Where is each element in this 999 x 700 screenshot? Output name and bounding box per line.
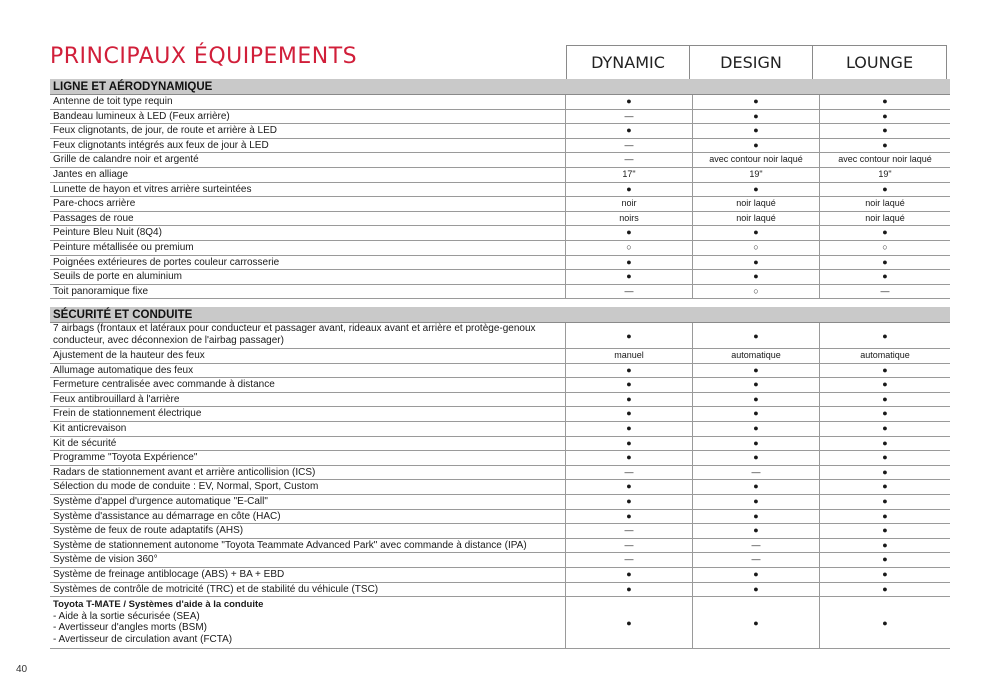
table-row (50, 168, 950, 183)
value-design: ● (693, 583, 820, 597)
value-dynamic: — (566, 553, 693, 567)
row-label: Feux clignotants intégrés aux feux de jour à LED (50, 139, 566, 153)
value-design: ● (693, 183, 820, 197)
value-lounge: avec contour noir laqué (838, 154, 932, 165)
row-label: Sélection du mode de conduite : EV, Normal, Sport, Custom (50, 480, 566, 494)
row-label: Fermeture centralisée avec commande à distance (50, 378, 566, 392)
value-design: avec contour noir laqué (693, 153, 820, 167)
table-row (50, 110, 950, 125)
value-lounge: ● (882, 227, 888, 238)
table-row (50, 212, 950, 227)
row-label: Seuils de porte en aluminium (50, 270, 566, 284)
value-lounge: ● (882, 125, 888, 136)
value-lounge: ● (882, 393, 888, 404)
row-label: Système de vision 360° (50, 553, 566, 567)
row-label: Jantes en alliage (50, 168, 566, 182)
row-label: 7 airbags (frontaux et latéraux pour conducteur et passager avant, rideaux avant et arrière et protège-genoux conducteur, avec déconnexion de l'airbag passager) (50, 323, 566, 348)
value-dynamic: ● (566, 451, 693, 465)
value-design: ○ (693, 241, 820, 255)
table-row (50, 480, 950, 495)
value-dynamic: ● (566, 568, 693, 582)
value-design: ● (693, 437, 820, 451)
value-dynamic: ● (566, 323, 693, 348)
value-lounge: ● (882, 96, 888, 106)
table-row (50, 124, 950, 139)
value-dynamic: ● (566, 364, 693, 378)
row-label: Antenne de toit type requin (50, 95, 566, 109)
column-header-dynamic: DYNAMIC (567, 46, 690, 79)
value-design: — (693, 553, 820, 567)
value-dynamic: ● (566, 270, 693, 284)
value-design: ● (693, 378, 820, 392)
row-label: Radars de stationnement avant et arrière anticollision (ICS) (50, 466, 566, 480)
value-lounge: ● (882, 510, 888, 521)
value-lounge: noir laqué (865, 198, 905, 209)
value-lounge: — (880, 285, 890, 296)
row-label: Frein de stationnement électrique (50, 407, 566, 421)
value-lounge: ● (882, 495, 888, 506)
value-lounge: ● (882, 364, 888, 375)
table-row (50, 510, 950, 525)
tmate-item: - Aide à la sortie sécurisée (SEA) (53, 610, 200, 622)
value-dynamic: 17" (566, 168, 693, 182)
section-heading: SÉCURITÉ ET CONDUITE (50, 307, 950, 323)
value-dynamic: noirs (566, 212, 693, 226)
value-lounge: ● (882, 271, 888, 282)
table-row-tmate (50, 597, 950, 649)
row-label: Système de freinage antiblocage (ABS) + BA + EBD (50, 568, 566, 582)
row-label: Passages de roue (50, 212, 566, 226)
table-row (50, 349, 950, 364)
table-row (50, 466, 950, 481)
value-dynamic: manuel (566, 349, 693, 363)
value-dynamic: ● (566, 407, 693, 421)
table-row (50, 285, 950, 300)
value-design: ● (693, 451, 820, 465)
value-lounge: 19" (878, 168, 892, 179)
table-row (50, 183, 950, 198)
value-dynamic: — (566, 110, 693, 124)
row-label: Pare-chocs arrière (50, 197, 566, 211)
value-design: ● (693, 323, 820, 348)
table-row (50, 153, 950, 168)
value-lounge: ● (882, 379, 888, 390)
value-dynamic: — (566, 524, 693, 538)
value-lounge: noir laqué (865, 212, 905, 223)
value-design: ● (693, 393, 820, 407)
value-design: — (693, 466, 820, 480)
table-row (50, 139, 950, 154)
row-label: Peinture Bleu Nuit (8Q4) (50, 226, 566, 240)
value-design: ● (693, 139, 820, 153)
value-lounge: ● (882, 466, 888, 477)
value-design: 19" (693, 168, 820, 182)
value-dynamic: ● (566, 378, 693, 392)
value-design: ● (693, 524, 820, 538)
value-lounge: ● (882, 422, 888, 433)
tmate-item: - Avertisseur d'angles morts (BSM) (53, 622, 207, 634)
row-label: Feux antibrouillard à l'arrière (50, 393, 566, 407)
row-label: Kit anticrevaison (50, 422, 566, 436)
table-row (50, 437, 950, 452)
page-number: 40 (16, 664, 28, 675)
section-rows (50, 95, 950, 299)
table-row (50, 495, 950, 510)
value-dynamic: ● (566, 183, 693, 197)
row-label: Toit panoramique fixe (50, 285, 566, 299)
row-label: Feux clignotants, de jour, de route et arrière à LED (50, 124, 566, 138)
row-label: Système d'appel d'urgence automatique "E-Call" (50, 495, 566, 509)
value-design: ● (693, 110, 820, 124)
value-design: ● (693, 124, 820, 138)
row-label: Ajustement de la hauteur des feux (50, 349, 566, 363)
tmate-item: - Avertisseur de circulation avant (FCTA) (53, 633, 233, 645)
row-label: Programme "Toyota Expérience" (50, 451, 566, 465)
table-row (50, 568, 950, 583)
value-dynamic: ● (566, 583, 693, 597)
value-design: noir laqué (693, 212, 820, 226)
table-row (50, 407, 950, 422)
value-dynamic: noir (566, 197, 693, 211)
value-dynamic: ● (566, 422, 693, 436)
value-lounge: ● (882, 452, 888, 463)
value-lounge: ● (882, 183, 888, 194)
value-lounge: ● (882, 583, 888, 594)
row-label: Système de stationnement autonome "Toyota Teammate Advanced Park" avec commande à distance (IPA) (50, 539, 566, 553)
value-lounge: ● (882, 525, 888, 536)
row-label: Système de feux de route adaptatifs (AHS) (50, 524, 566, 538)
value-design: ● (693, 407, 820, 421)
table-row (50, 451, 950, 466)
table-row (50, 539, 950, 554)
value-design: noir laqué (693, 197, 820, 211)
value-dynamic: ● (566, 95, 693, 109)
value-design: ● (693, 364, 820, 378)
section-heading: LIGNE ET AÉRODYNAMIQUE (50, 79, 950, 95)
value-design: — (693, 539, 820, 553)
row-label: Grille de calandre noir et argenté (50, 153, 566, 167)
trim-header (566, 45, 947, 80)
value-design: ● (693, 568, 820, 582)
column-header-lounge: LOUNGE (845, 53, 914, 72)
table-row (50, 393, 950, 408)
value-design: ● (693, 495, 820, 509)
table-row (50, 270, 950, 285)
value-design: automatique (693, 349, 820, 363)
value-design: ● (693, 480, 820, 494)
table-row (50, 197, 950, 212)
table-row (50, 583, 950, 598)
value-lounge: ● (882, 256, 888, 267)
value-design: ● (693, 270, 820, 284)
value-dynamic: ● (566, 393, 693, 407)
section-securite-conduite (50, 307, 950, 649)
value-dynamic: — (566, 539, 693, 553)
value-lounge: ○ (882, 241, 888, 252)
value-design: ● (693, 597, 820, 648)
row-label (50, 597, 566, 648)
row-label: Lunette de hayon et vitres arrière surteintées (50, 183, 566, 197)
row-label: Poignées extérieures de portes couleur carrosserie (50, 256, 566, 270)
table-row (50, 364, 950, 379)
row-label: Bandeau lumineux à LED (Feux arrière) (50, 110, 566, 124)
value-dynamic: — (566, 153, 693, 167)
value-dynamic: ● (566, 597, 693, 648)
value-lounge: ● (882, 139, 888, 150)
value-design: ● (693, 256, 820, 270)
table-row (50, 378, 950, 393)
value-design: ● (693, 226, 820, 240)
value-lounge: ● (882, 618, 888, 629)
tmate-title: Toyota T-MATE / Systèmes d'aide à la conduite (53, 599, 264, 611)
value-dynamic: ● (566, 480, 693, 494)
section-rows (50, 349, 950, 597)
value-lounge: ● (882, 568, 888, 579)
value-design: ● (693, 422, 820, 436)
table-row (50, 95, 950, 110)
table-row (50, 553, 950, 568)
value-dynamic: ● (566, 437, 693, 451)
value-lounge: ● (882, 437, 888, 448)
value-lounge: ● (882, 554, 888, 565)
section-ligne-aerodynamique (50, 79, 950, 299)
row-label: Système d'assistance au démarrage en côte (HAC) (50, 510, 566, 524)
value-dynamic: — (566, 139, 693, 153)
row-label: Allumage automatique des feux (50, 364, 566, 378)
value-design: ● (693, 95, 820, 109)
value-lounge: ● (882, 481, 888, 492)
value-design: ○ (693, 285, 820, 299)
value-lounge: automatique (860, 350, 910, 360)
table-row (50, 241, 950, 256)
row-label: Kit de sécurité (50, 437, 566, 451)
value-dynamic: ● (566, 510, 693, 524)
table-row (50, 226, 950, 241)
column-header-design: DESIGN (690, 46, 813, 79)
value-lounge: ● (882, 408, 888, 419)
value-dynamic: — (566, 466, 693, 480)
value-dynamic: ● (566, 226, 693, 240)
value-dynamic: ● (566, 124, 693, 138)
table-row (50, 422, 950, 437)
value-dynamic: ● (566, 256, 693, 270)
value-dynamic: — (566, 285, 693, 299)
row-label: Systèmes de contrôle de motricité (TRC) et de stabilité du véhicule (TSC) (50, 583, 566, 597)
table-row (50, 524, 950, 539)
value-design: ● (693, 510, 820, 524)
table-row (50, 256, 950, 271)
value-lounge: ● (882, 539, 888, 550)
table-row-airbags (50, 323, 950, 349)
value-lounge: ● (882, 110, 888, 121)
value-lounge: ● (882, 331, 888, 341)
row-label: Peinture métallisée ou premium (50, 241, 566, 255)
page-title: PRINCIPAUX ÉQUIPEMENTS (50, 44, 358, 69)
value-dynamic: ● (566, 495, 693, 509)
value-dynamic: ○ (566, 241, 693, 255)
